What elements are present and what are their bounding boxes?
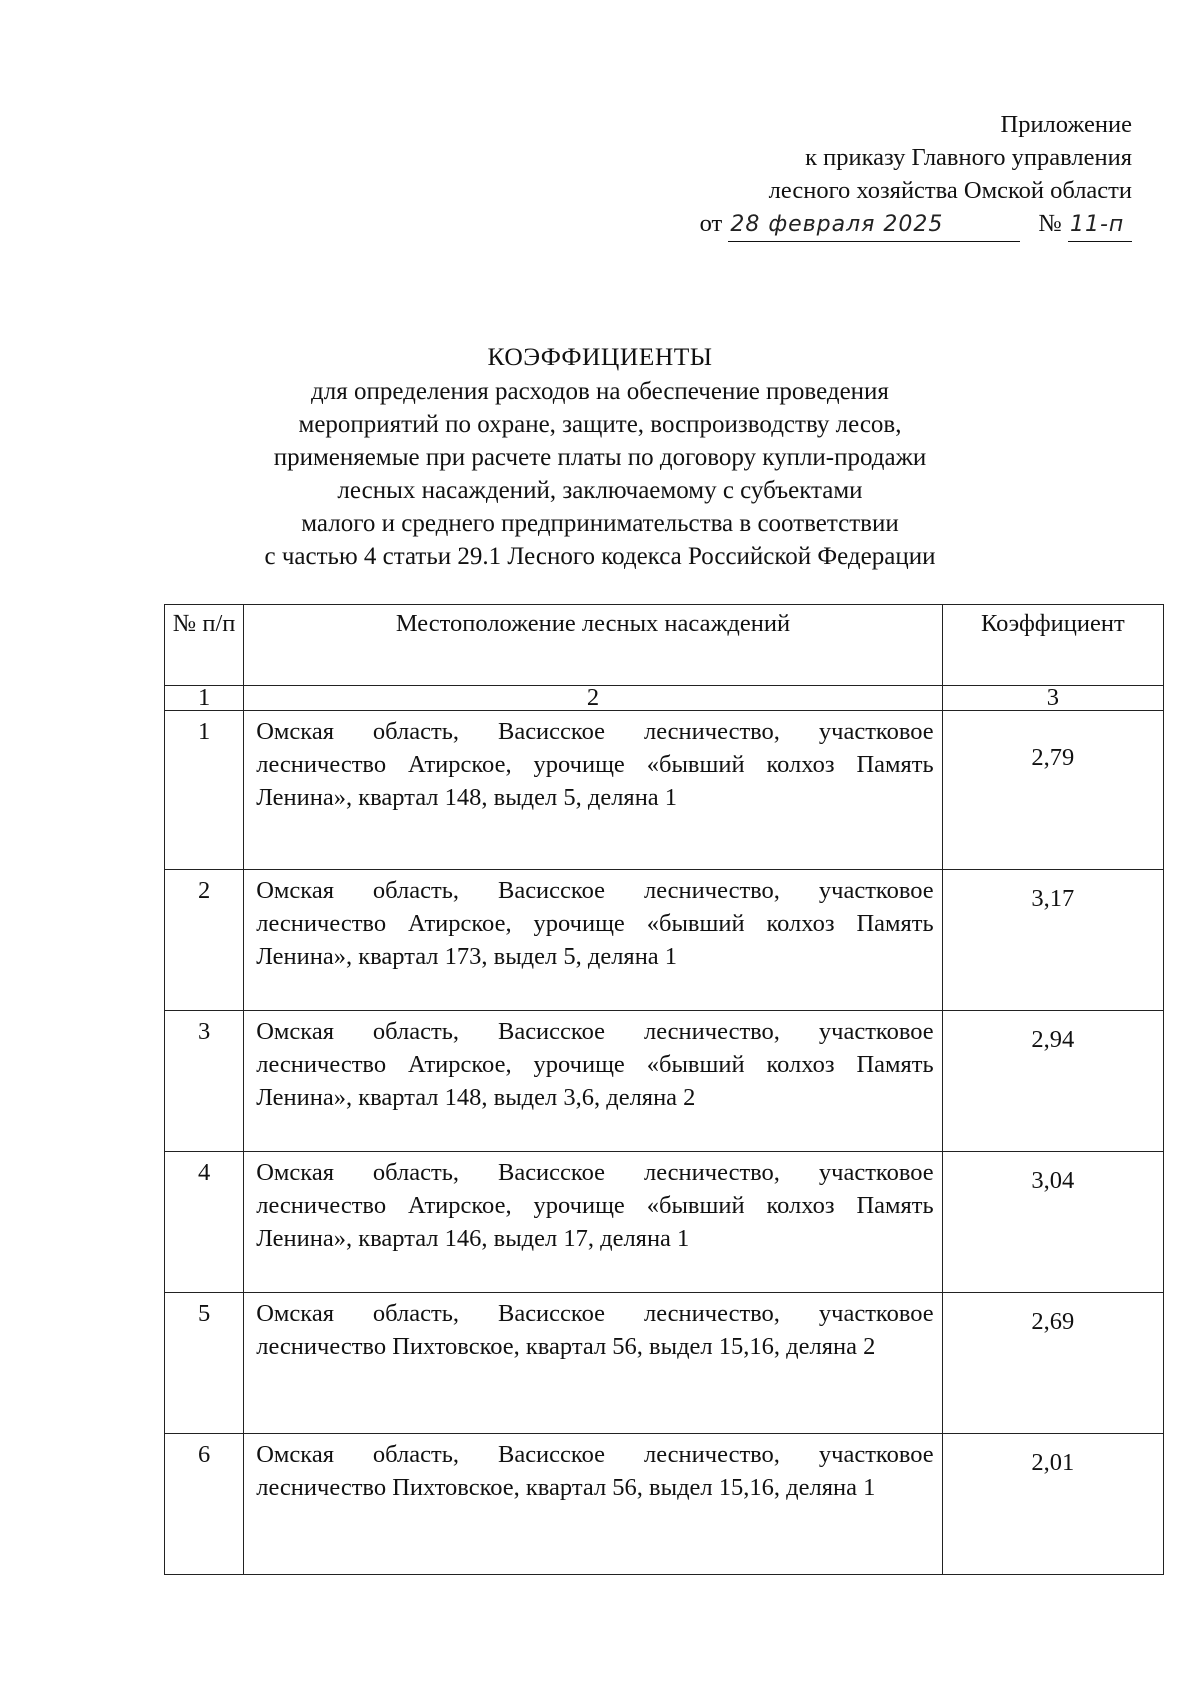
handwritten-number: 11-п (1068, 208, 1132, 242)
date-prefix: от (699, 210, 723, 237)
row-coefficient: 2,69 (942, 1293, 1163, 1434)
column-index: 3 (942, 686, 1163, 711)
appendix-line-2: к приказу Главного управления (805, 144, 1132, 171)
row-location: Омская область, Васисское лесничество, участковое лесничество Пихтовское, квартал 56, выдел 15,16, деляна 1 (244, 1434, 942, 1575)
appendix-line-1: Приложение (1000, 111, 1132, 138)
number-label: № (1038, 210, 1062, 237)
header-number: № п/п (165, 605, 244, 686)
document-title (0, 340, 1200, 573)
title-line: лесных насаждений, заключаемому с субъектами (337, 477, 863, 504)
table-row (165, 1152, 1164, 1293)
table-header-row (165, 605, 1164, 686)
row-number: 5 (165, 1293, 244, 1434)
row-number: 1 (165, 711, 244, 870)
row-coefficient: 3,17 (942, 870, 1163, 1011)
row-location: Омская область, Васисское лесничество, участковое лесничество Атирское, урочище «бывший колхоз Память Ленина», квартал 146, выдел 17, деляна 1 (244, 1152, 942, 1293)
header-coefficient: Коэффициент (942, 605, 1163, 686)
appendix-header (572, 108, 1132, 242)
table-row (165, 870, 1164, 1011)
row-location: Омская область, Васисское лесничество, участковое лесничество Атирское, урочище «бывший колхоз Память Ленина», квартал 148, выдел 5, деляна 1 (244, 711, 942, 870)
order-reference (572, 207, 1132, 242)
table-row (165, 1293, 1164, 1434)
row-coefficient: 2,01 (942, 1434, 1163, 1575)
row-number: 2 (165, 870, 244, 1011)
row-location: Омская область, Васисское лесничество, участковое лесничество Атирское, урочище «бывший колхоз Память Ленина», квартал 173, выдел 5, деляна 1 (244, 870, 942, 1011)
row-location: Омская область, Васисское лесничество, участковое лесничество Пихтовское, квартал 56, выдел 15,16, деляна 2 (244, 1293, 942, 1434)
column-index: 2 (244, 686, 942, 711)
row-location: Омская область, Васисское лесничество, участковое лесничество Атирское, урочище «бывший колхоз Память Ленина», квартал 148, выдел 3,6, деляна 2 (244, 1011, 942, 1152)
column-index: 1 (165, 686, 244, 711)
title-line: применяемые при расчете платы по договору купли-продажи (273, 444, 927, 471)
row-number: 4 (165, 1152, 244, 1293)
table-row (165, 1011, 1164, 1152)
row-coefficient: 2,79 (942, 711, 1163, 870)
row-coefficient: 3,04 (942, 1152, 1163, 1293)
title-line: с частью 4 статьи 29.1 Лесного кодекса Российской Федерации (264, 543, 936, 570)
title-line: мероприятий по охране, защите, воспроизводству лесов, (298, 411, 902, 438)
title-line: малого и среднего предпринимательства в соответствии (301, 510, 899, 537)
column-index-row (165, 686, 1164, 711)
row-number: 6 (165, 1434, 244, 1575)
title-line: для определения расходов на обеспечение проведения (311, 378, 889, 405)
title-main: КОЭФФИЦИЕНТЫ (487, 342, 713, 371)
table-row (165, 711, 1164, 870)
row-number: 3 (165, 1011, 244, 1152)
handwritten-date: 28 февраля 2025 (728, 208, 1020, 242)
row-coefficient: 2,94 (942, 1011, 1163, 1152)
header-location: Местоположение лесных насаждений (244, 605, 942, 686)
coefficients-table (164, 604, 1164, 1575)
table-row (165, 1434, 1164, 1575)
appendix-line-3: лесного хозяйства Омской области (768, 177, 1132, 204)
